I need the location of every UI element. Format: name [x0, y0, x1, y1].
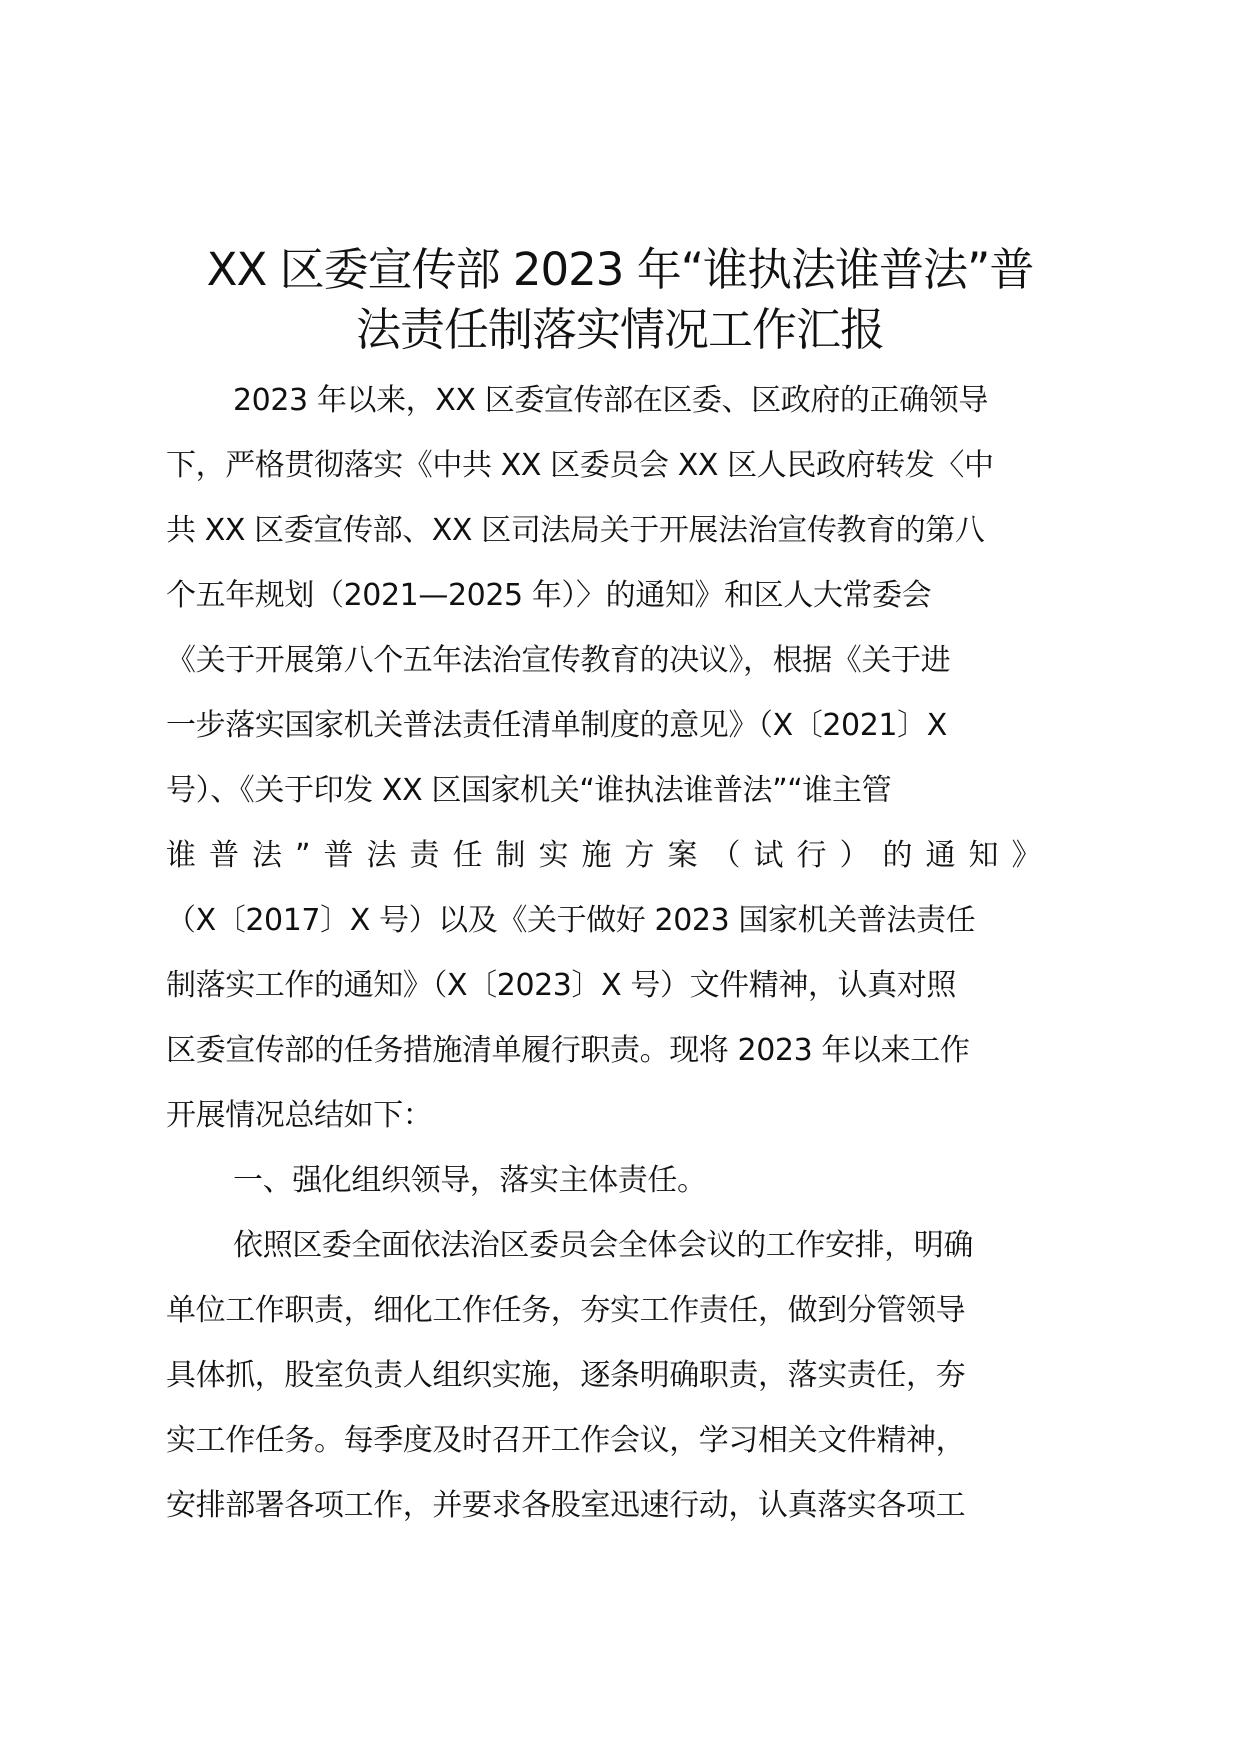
paragraph-line: 安排部署各项工作，并要求各股室迅速行动，认真落实各项工 [166, 1488, 966, 1523]
paragraph-line: 个五年规划（2021—2025 年）〉的通知》和区人大常委会 [166, 578, 932, 613]
document-body [166, 378, 1086, 1548]
paragraph-line: 区委宣传部的任务措施清单履行职责。现将 2023 年以来工作 [166, 1033, 970, 1068]
paragraph-line: 一步落实国家机关普法责任清单制度的意见》（X〔2021〕X [166, 708, 947, 743]
title-line: 法责任制落实情况工作汇报 [355, 303, 884, 356]
paragraph-line: 谁普法”普法责任制实施方案（试行）的通知》 [166, 838, 1055, 873]
paragraph-line: 开展情况总结如下： [166, 1098, 433, 1133]
paragraph-line: 制落实工作的通知》（X〔2023〕X 号）文件精神，认真对照 [166, 968, 956, 1003]
paragraph-line: 共 XX 区委宣传部、XX 区司法局关于开展法治宣传教育的第八 [166, 513, 985, 548]
paragraph-line: 《关于开展第八个五年法治宣传教育的决议》，根据《关于进 [166, 643, 951, 678]
paragraph-line: 号）、《关于印发 XX 区国家机关“谁执法谁普法”“谁主管 [166, 773, 892, 808]
paragraph-line: 单位工作职责，细化工作任务，夯实工作责任，做到分管领导 [166, 1293, 966, 1328]
paragraph-line: （X〔2017〕X 号）以及《关于做好 2023 国家机关普法责任 [166, 903, 976, 938]
document-title [150, 240, 1090, 360]
paragraph-line: 2023 年以来，XX 区委宣传部在区委、区政府的正确领导 [233, 383, 988, 418]
paragraph-line: 依照区委全面依法治区委员会全体会议的工作安排，明确 [233, 1228, 973, 1263]
paragraph-line: 下，严格贯彻落实《中共 XX 区委员会 XX 区人民政府转发〈中 [166, 448, 994, 483]
title-line: XX 区委宣传部 2023 年“谁执法谁普法”普 [206, 243, 1034, 296]
paragraph-line: 实工作任务。每季度及时召开工作会议，学习相关文件精神， [166, 1423, 966, 1458]
paragraph-line: 具体抓，股室负责人组织实施，逐条明确职责，落实责任，夯 [166, 1358, 966, 1393]
section-heading: 一、强化组织领导，落实主体责任。 [233, 1163, 707, 1198]
